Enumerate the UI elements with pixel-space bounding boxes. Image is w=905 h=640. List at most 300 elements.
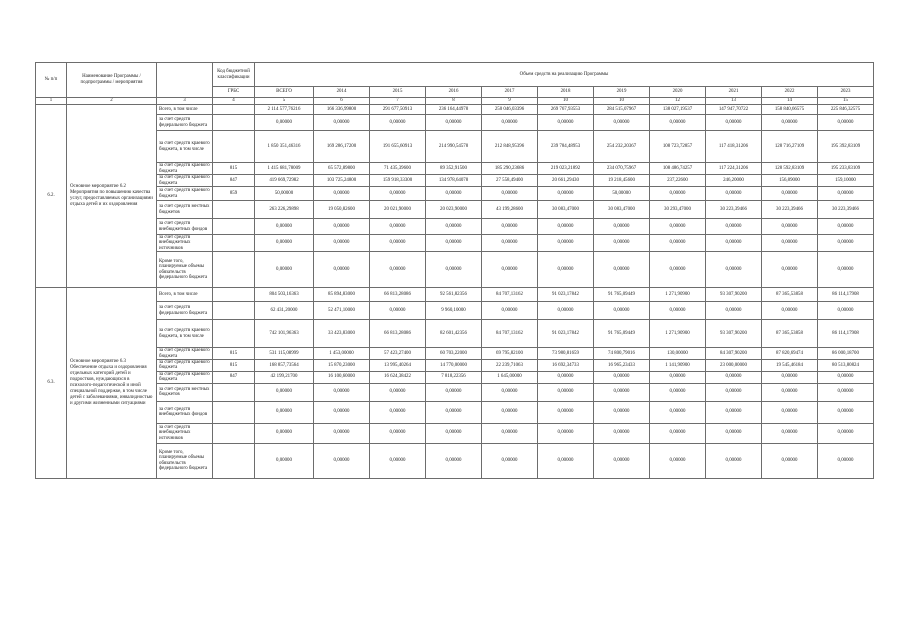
year-amount: 0,00000 [538,252,594,288]
table-row [36,235,874,252]
year-amount: 19 050,82600 [314,201,370,219]
year-amount: 0,00000 [538,187,594,201]
year-amount: 14 770,00000 [426,360,482,372]
total-amount: 0,00000 [255,443,314,478]
year-amount: 0,00000 [426,235,482,252]
funding-source: за счет средств федерального бюджета [157,115,213,131]
year-amount: 0,00000 [482,235,538,252]
year-amount: 214 990,54578 [426,131,482,163]
header-year: 2022 [762,87,818,98]
column-number: 5 [255,98,314,105]
year-amount: 16 965,23433 [594,360,650,372]
total-amount: 0,00000 [255,401,314,423]
year-amount: 0,00000 [762,235,818,252]
funding-source: за счет средств местных бюджетов [157,201,213,219]
header-src [157,63,213,98]
funding-source: за счет средств местных бюджетов [157,383,213,401]
column-number: 7 [370,98,426,105]
header-year: 2015 [370,87,426,98]
year-amount: 84 307,90200 [706,348,762,360]
column-number: 6 [314,98,370,105]
year-amount: 0,00000 [370,302,426,320]
header-funding: Объем средств на реализацию Программы [255,63,874,87]
year-amount: 27 558,49400 [482,175,538,187]
year-amount: 0,00000 [762,115,818,131]
year-amount: 92 561,82356 [426,288,482,302]
grbs-code [213,302,255,320]
year-amount: 0,00000 [482,187,538,201]
column-number: 10 [594,98,650,105]
header-year: 2016 [426,87,482,98]
year-amount: 108 486,74257 [650,163,706,175]
year-amount: 82 601,42356 [426,320,482,348]
total-amount: 1 415 681,78009 [255,163,314,175]
funding-source: за счет средств краевого бюджета [157,371,213,383]
column-number: 4 [213,98,255,105]
year-amount: 0,00000 [594,423,650,443]
year-amount: 7 818,22356 [426,371,482,383]
column-number: 10 [538,98,594,105]
year-amount: 0,00000 [650,371,706,383]
grbs-code [213,383,255,401]
header-year: 2014 [314,87,370,98]
column-number: 9 [482,98,538,105]
total-amount: 531 115,08999 [255,348,314,360]
year-amount: 86 000,18700 [818,348,874,360]
grbs-code [213,131,255,163]
table-row [36,320,874,348]
year-amount: 0,00000 [370,235,426,252]
year-amount: 73 980,81659 [538,348,594,360]
year-amount: 0,00000 [314,187,370,201]
year-amount: 0,00000 [762,423,818,443]
year-amount: 0,00000 [370,219,426,235]
year-amount: 0,00000 [538,115,594,131]
year-amount: 117 224,31206 [706,163,762,175]
year-amount: 195 233,83109 [818,163,874,175]
year-amount: 30 293,47000 [650,201,706,219]
year-amount: 16 624,38422 [370,371,426,383]
year-amount: 66 813,28086 [370,288,426,302]
header-budget-code: Код бюджетной классификации [213,63,255,87]
total-amount: 0,00000 [255,115,314,131]
year-amount: 19 545,46184 [762,360,818,372]
year-amount: 91 023,17842 [538,288,594,302]
year-amount: 20 661,29430 [538,175,594,187]
year-amount: 0,00000 [482,443,538,478]
table-row [36,163,874,175]
funding-source: Кроме того, планируемые объемы обязательств федерального бюджета [157,252,213,288]
year-amount: 30 223,39466 [818,201,874,219]
year-amount: 1 141,90900 [650,360,706,372]
year-amount: 57 423,27400 [370,348,426,360]
year-amount: 147 947,70722 [706,105,762,115]
year-amount: 0,00000 [538,443,594,478]
year-amount: 239 784,48953 [538,131,594,163]
year-amount: 0,00000 [538,371,594,383]
year-amount: 0,00000 [594,219,650,235]
year-amount: 138 027,19537 [650,105,706,115]
year-amount: 0,00000 [650,235,706,252]
year-amount: 15 870,23000 [314,360,370,372]
year-amount: 0,00000 [594,383,650,401]
grbs-code: 815 [213,348,255,360]
year-amount: 128 716,27109 [762,131,818,163]
year-amount: 0,00000 [650,252,706,288]
year-amount: 254 232,20367 [594,131,650,163]
funding-source: за счет средств внебюджетных источников [157,235,213,252]
funding-source: за счет средств краевого бюджета [157,348,213,360]
column-number: 14 [762,98,818,105]
year-amount: 0,00000 [426,252,482,288]
column-number: 8 [426,98,482,105]
grbs-code [213,252,255,288]
table-row [36,105,874,115]
year-amount: 117 418,31206 [706,131,762,163]
year-amount: 0,00000 [482,401,538,423]
year-amount: 284 515,07967 [594,105,650,115]
year-amount: 0,00000 [818,401,874,423]
year-amount: 74 800,79016 [594,348,650,360]
year-amount: 185 290,23686 [482,163,538,175]
table-row [36,187,874,201]
year-amount: 0,00000 [482,302,538,320]
year-amount: 0,00000 [818,443,874,478]
header-grbs: ГРБС [213,87,255,98]
year-amount: 134 978,64078 [426,175,482,187]
column-number: 2 [67,98,157,105]
year-amount: 0,00000 [706,371,762,383]
funding-source: за счет средств краевого бюджета [157,360,213,372]
year-amount: 86 114,17908 [818,320,874,348]
year-amount: 1 453,00000 [314,348,370,360]
year-amount: 212 848,95396 [482,131,538,163]
year-amount: 159,10000 [818,175,874,187]
funding-source: за счет средств внебюджетных фондов [157,219,213,235]
year-amount: 250 046,03396 [482,105,538,115]
year-amount: 156,89000 [762,175,818,187]
year-amount: 0,00000 [706,383,762,401]
year-amount: 0,00000 [762,252,818,288]
total-amount: 42 199,21700 [255,371,314,383]
year-amount: 269 767,93553 [538,105,594,115]
year-amount: 0,00000 [706,235,762,252]
funding-source: за счет средств краевого бюджета [157,163,213,175]
funding-source: за счет средств внебюджетных фондов [157,401,213,423]
grbs-code [213,115,255,131]
year-amount: 0,00000 [314,252,370,288]
year-amount: 1 271,90900 [650,320,706,348]
year-amount: 0,00000 [426,383,482,401]
year-amount: 1 645,00000 [482,371,538,383]
table-row [36,371,874,383]
year-amount: 0,00000 [650,219,706,235]
year-amount: 0,00000 [650,423,706,443]
year-amount: 0,00000 [818,115,874,131]
year-amount: 0,00000 [762,383,818,401]
header-year: 2023 [818,87,874,98]
table-row [36,360,874,372]
header-num: № п/п [36,63,67,98]
year-amount: 0,00000 [370,383,426,401]
total-amount: 804 503,16363 [255,288,314,302]
year-amount: 19 218,45600 [594,175,650,187]
year-amount: 0,00000 [818,187,874,201]
year-amount: 0,00000 [762,443,818,478]
year-amount: 159 918,33300 [370,175,426,187]
year-amount: 43 199,28600 [482,201,538,219]
year-amount: 93 307,90200 [706,288,762,302]
year-amount: 60 703,22000 [426,348,482,360]
year-amount: 0,00000 [370,423,426,443]
section-number: 6.3. [36,288,67,478]
funding-source: Всего, в том числе [157,288,213,302]
year-amount: 23 000,00000 [706,360,762,372]
total-amount: 2 114 577,76216 [255,105,314,115]
year-amount: 0,00000 [314,219,370,235]
year-amount: 0,00000 [538,302,594,320]
year-amount: 16 100,60000 [314,371,370,383]
year-amount: 71 435,39600 [370,163,426,175]
grbs-code [213,443,255,478]
year-amount: 0,00000 [706,187,762,201]
year-amount: 16 692,34733 [538,360,594,372]
year-amount: 20 023,90000 [426,201,482,219]
column-number: 1 [36,98,67,105]
year-amount: 0,00000 [650,302,706,320]
year-amount: 30 083,47000 [538,201,594,219]
year-amount: 0,00000 [314,401,370,423]
year-amount: 0,00000 [818,219,874,235]
grbs-code [213,288,255,302]
funding-source: за счет средств краевого бюджета, в том числе [157,131,213,163]
year-amount: 237,22600 [650,175,706,187]
section-name: Основное мероприятие 6.3 Обеспечение отдыха и оздоровления отдельных категорий детей и подростков, нуждающихся в психолого-педагогической и иной специальной поддержке, в том числе детей с заболеваниями, инвалидностью и другими жизненными ситуациями [67,288,157,478]
column-number: 15 [818,98,874,105]
year-amount: 0,00000 [706,252,762,288]
year-amount: 87 365,53858 [762,320,818,348]
funding-source: за счет средств федерального бюджета [157,302,213,320]
grbs-code: 815 [213,360,255,372]
column-number: 12 [650,98,706,105]
total-amount: 0,00000 [255,423,314,443]
total-amount: 419 669,72982 [255,175,314,187]
header-year: 2021 [706,87,762,98]
grbs-code [213,201,255,219]
year-amount: 0,00000 [818,383,874,401]
year-amount: 0,00000 [706,423,762,443]
year-amount: 0,00000 [538,401,594,423]
year-amount: 84 707,13162 [482,320,538,348]
year-amount: 236 164,44978 [426,105,482,115]
total-amount: 50,00000 [255,187,314,201]
funding-source: за счет средств краевого бюджета [157,187,213,201]
year-amount: 0,00000 [426,423,482,443]
year-amount: 1 271,90900 [650,288,706,302]
year-amount: 0,00000 [482,115,538,131]
year-amount: 0,00000 [762,187,818,201]
table-row [36,219,874,235]
grbs-code: 815 [213,163,255,175]
table-row [36,348,874,360]
year-amount: 0,00000 [370,252,426,288]
year-amount: 91 765,09449 [594,320,650,348]
year-amount: 0,00000 [538,219,594,235]
table-row [36,115,874,131]
year-amount: 33 423,83000 [314,320,370,348]
year-amount: 89 352,91500 [426,163,482,175]
year-amount: 69 795,82100 [482,348,538,360]
program-funding-table [35,62,874,479]
year-amount: 0,00000 [818,302,874,320]
total-amount: 0,00000 [255,252,314,288]
year-amount: 80 513,80824 [818,360,874,372]
year-amount: 0,00000 [762,371,818,383]
funding-source: за счет средств краевого бюджета [157,175,213,187]
year-amount: 30 083,47000 [594,201,650,219]
header-year: 2019 [594,87,650,98]
table-row [36,302,874,320]
year-amount: 87 365,53858 [762,288,818,302]
total-amount: 0,00000 [255,235,314,252]
header-year: 2017 [482,87,538,98]
grbs-code [213,219,255,235]
year-amount: 13 995,40264 [370,360,426,372]
year-amount: 65 572,89800 [314,163,370,175]
year-amount: 0,00000 [594,302,650,320]
year-amount: 0,00000 [706,219,762,235]
year-amount: 0,00000 [314,115,370,131]
year-amount: 158 840,66575 [762,105,818,115]
year-amount: 0,00000 [706,115,762,131]
year-amount: 0,00000 [818,252,874,288]
year-amount: 0,00000 [426,115,482,131]
year-amount: 0,00000 [538,423,594,443]
header-total: ВСЕГО [255,87,314,98]
year-amount: 66 813,28086 [370,320,426,348]
grbs-code: 847 [213,371,255,383]
year-amount: 0,00000 [706,302,762,320]
year-amount: 30 223,39466 [762,201,818,219]
year-amount: 0,00000 [314,383,370,401]
year-amount: 0,00000 [650,115,706,131]
year-amount: 169 286,17200 [314,131,370,163]
year-amount: 30 223,39466 [706,201,762,219]
year-amount: 9 960,10000 [426,302,482,320]
total-amount: 62 431,20000 [255,302,314,320]
year-amount: 0,00000 [762,401,818,423]
year-amount: 0,00000 [370,401,426,423]
year-amount: 103 725,24800 [314,175,370,187]
funding-source: за счет средств краевого бюджета, в том числе [157,320,213,348]
funding-source: Всего, в том числе [157,105,213,115]
table-row [36,383,874,401]
column-number-row [36,98,874,105]
funding-source: за счет средств внебюджетных источников [157,423,213,443]
header-name: Наименование Программы / подпрограммы / мероприятия [67,63,157,98]
table-row [36,131,874,163]
year-amount: 0,00000 [538,383,594,401]
table-row [36,423,874,443]
year-amount: 0,00000 [594,371,650,383]
year-amount: 291 677,50913 [370,105,426,115]
year-amount: 108 723,72857 [650,131,706,163]
year-amount: 0,00000 [538,235,594,252]
year-amount: 91 023,17842 [538,320,594,348]
year-amount: 219 023,21892 [538,163,594,175]
year-amount: 0,00000 [426,443,482,478]
grbs-code [213,423,255,443]
grbs-code: 859 [213,187,255,201]
year-amount: 86 114,17908 [818,288,874,302]
year-amount: 234 070,75967 [594,163,650,175]
section-name: Основное мероприятие 6.2 Мероприятия по повышению качества услуг, предоставляемых организациями отдыха детей и их оздоровления [67,105,157,288]
year-amount: 246,20000 [706,175,762,187]
total-amount: 263 226,29898 [255,201,314,219]
column-number: 3 [157,98,213,105]
year-amount: 0,00000 [482,383,538,401]
year-amount: 0,00000 [762,302,818,320]
year-amount: 0,00000 [370,115,426,131]
year-amount: 128 592,83109 [762,163,818,175]
year-amount: 0,00000 [370,187,426,201]
total-amount: 168 857,73564 [255,360,314,372]
header-year: 2020 [650,87,706,98]
year-amount: 0,00000 [594,115,650,131]
year-amount: 191 655,60913 [370,131,426,163]
total-amount: 742 101,96363 [255,320,314,348]
table-row [36,288,874,302]
grbs-code [213,401,255,423]
table-row [36,175,874,187]
total-amount: 0,00000 [255,383,314,401]
year-amount: 0,00000 [650,383,706,401]
year-amount: 93 307,90200 [706,320,762,348]
year-amount: 0,00000 [370,443,426,478]
grbs-code: 847 [213,175,255,187]
year-amount: 0,00000 [650,401,706,423]
year-amount: 0,00000 [314,443,370,478]
year-amount: 50,00000 [594,187,650,201]
year-amount: 0,00000 [482,423,538,443]
year-amount: 0,00000 [426,219,482,235]
year-amount: 0,00000 [650,443,706,478]
year-amount: 0,00000 [650,187,706,201]
year-amount: 0,00000 [314,235,370,252]
grbs-code [213,235,255,252]
year-amount: 0,00000 [594,252,650,288]
grbs-code [213,320,255,348]
year-amount: 225 846,32575 [818,105,874,115]
year-amount: 0,00000 [818,235,874,252]
year-amount: 84 707,13162 [482,288,538,302]
year-amount: 0,00000 [706,443,762,478]
year-amount: 87 820,69474 [762,348,818,360]
year-amount: 0,00000 [594,235,650,252]
table-row [36,201,874,219]
year-amount: 130,00000 [650,348,706,360]
year-amount: 0,00000 [818,423,874,443]
table-row [36,401,874,423]
year-amount: 85 894,83000 [314,288,370,302]
year-amount: 0,00000 [426,401,482,423]
table-row [36,252,874,288]
year-amount: 22 239,71063 [482,360,538,372]
year-amount: 0,00000 [314,423,370,443]
year-amount: 0,00000 [706,401,762,423]
year-amount: 91 765,09449 [594,288,650,302]
grbs-code [213,105,255,115]
